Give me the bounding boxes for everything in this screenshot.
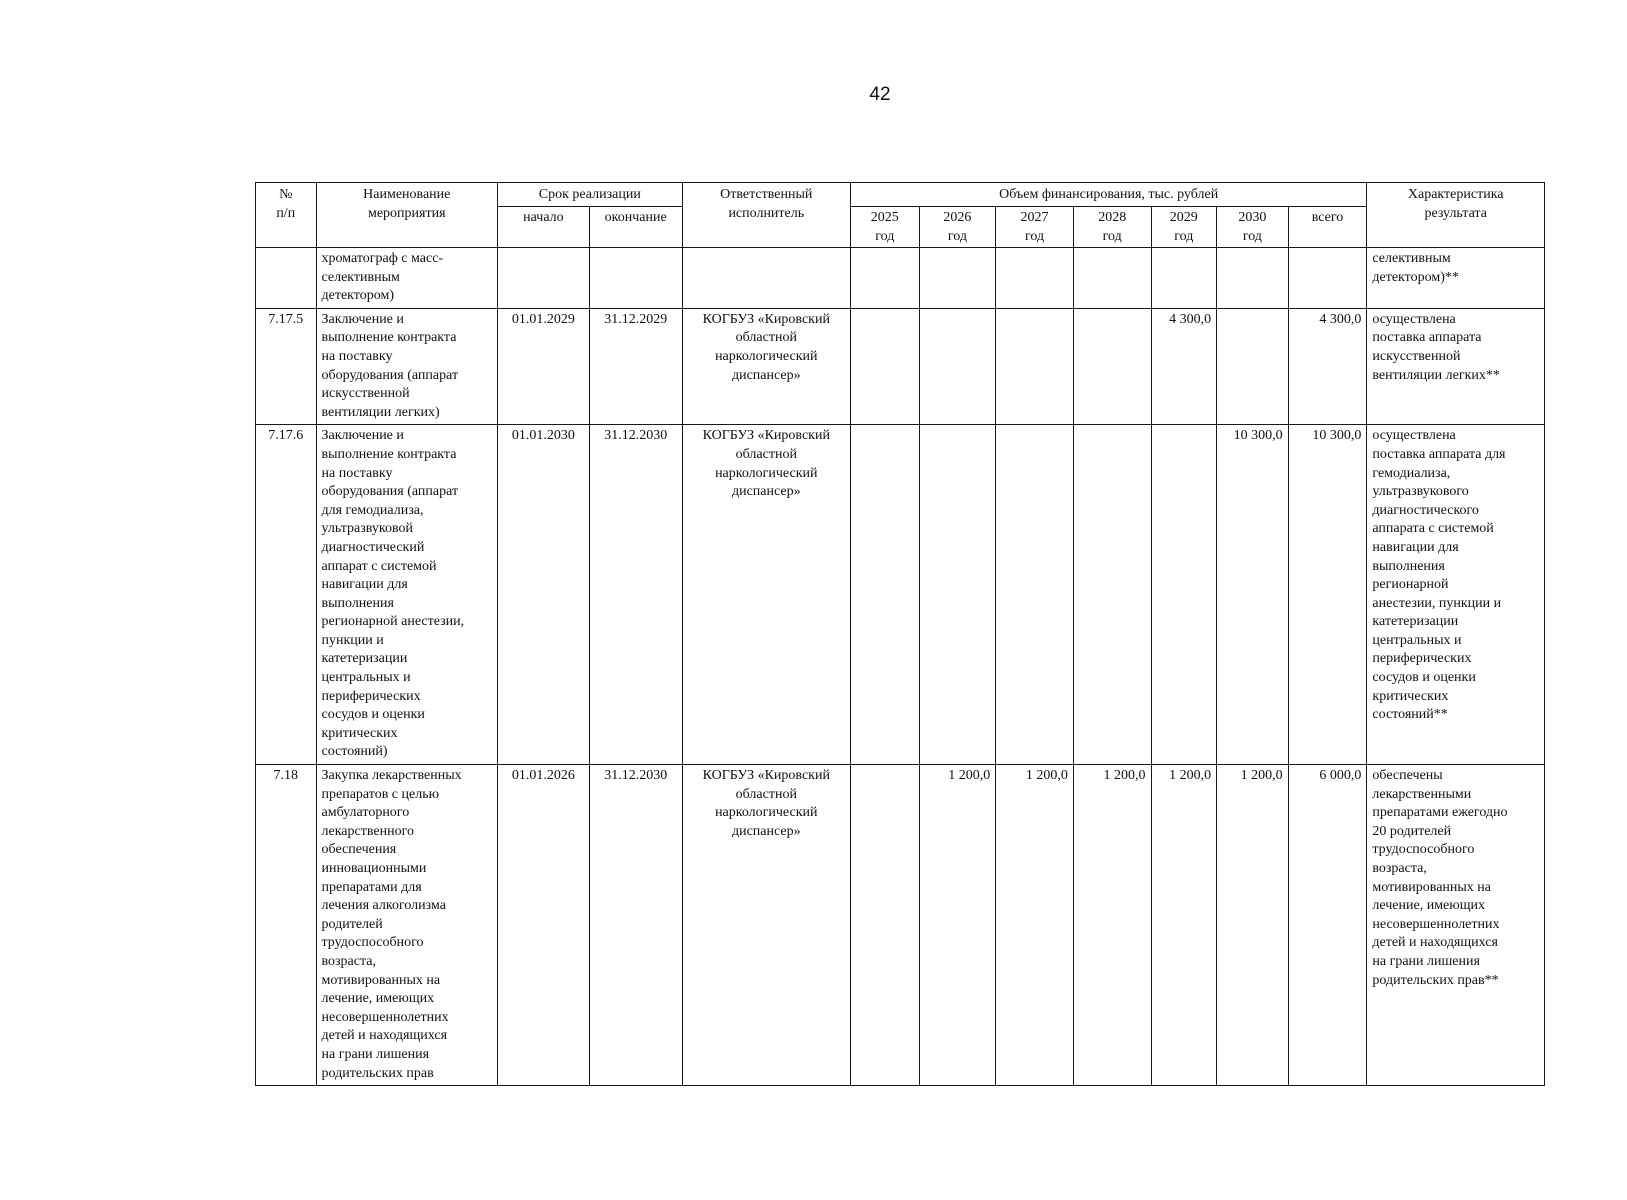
row-name: Закупка лекарственных препаратов с целью амбулаторного лекарственного обеспечения инновационными препаратами для лечения алкоголизма родителей трудоспособного возраста, мотивированных на лечение, имеющих несовершеннолетних детей и находящихся на грани лишения родительских прав bbox=[316, 765, 498, 1086]
header-funding: Объем финансирования, тыс. рублей bbox=[851, 183, 1367, 207]
row-2028: 1 200,0 bbox=[1073, 765, 1151, 1086]
row-name: хроматограф с масс- селективным детектором) bbox=[316, 248, 498, 309]
row-num: 7.17.6 bbox=[256, 425, 317, 765]
row-2025 bbox=[851, 765, 920, 1086]
row-2030: 10 300,0 bbox=[1217, 425, 1289, 765]
table-row bbox=[256, 248, 1545, 309]
row-total: 6 000,0 bbox=[1288, 765, 1367, 1086]
row-executor: КОГБУЗ «Кировский областной наркологический диспансер» bbox=[682, 425, 850, 765]
header-num: № п/п bbox=[256, 183, 317, 248]
row-end: 31.12.2030 bbox=[589, 765, 682, 1086]
row-start bbox=[498, 248, 590, 309]
program-activities-table bbox=[255, 182, 1545, 1086]
row-result: осуществлена поставка аппарата для гемодиализа, ультразвукового диагностического аппарата с системой навигации для выполнения регионарной анестезии, пункции и катетеризации центральных и периферических сосудов и оценки критических состояний** bbox=[1367, 425, 1545, 765]
row-2030: 1 200,0 bbox=[1217, 765, 1289, 1086]
row-start: 01.01.2029 bbox=[498, 308, 590, 425]
row-2029 bbox=[1151, 248, 1217, 309]
table-row bbox=[256, 308, 1545, 425]
row-2026: 1 200,0 bbox=[919, 765, 996, 1086]
row-executor bbox=[682, 248, 850, 309]
row-2030 bbox=[1217, 248, 1289, 309]
row-name: Заключение и выполнение контракта на поставку оборудования (аппарат для гемодиализа, ультразвуковой диагностический аппарат с системой навигации для выполнения регионарной анестезии, пункции и катетеризации центральных и периферических сосудов и оценки критических состояний) bbox=[316, 425, 498, 765]
table-row bbox=[256, 425, 1545, 765]
row-2026 bbox=[919, 308, 996, 425]
header-end: окончание bbox=[589, 207, 682, 248]
header-year-2028: 2028 год bbox=[1073, 207, 1151, 248]
row-name: Заключение и выполнение контракта на поставку оборудования (аппарат искусственной вентиляции легких) bbox=[316, 308, 498, 425]
row-start: 01.01.2030 bbox=[498, 425, 590, 765]
row-total: 4 300,0 bbox=[1288, 308, 1367, 425]
header-year-2025: 2025 год bbox=[851, 207, 920, 248]
row-num: 7.17.5 bbox=[256, 308, 317, 425]
header-year-2027: 2027 год bbox=[996, 207, 1074, 248]
row-2029: 4 300,0 bbox=[1151, 308, 1217, 425]
row-end: 31.12.2030 bbox=[589, 425, 682, 765]
row-2025 bbox=[851, 425, 920, 765]
row-2027 bbox=[996, 425, 1074, 765]
row-total: 10 300,0 bbox=[1288, 425, 1367, 765]
row-result: обеспечены лекарственными препаратами ежегодно 20 родителей трудоспособного возраста, мотивированных на лечение, имеющих несовершеннолетних детей и находящихся на грани лишения родительских прав** bbox=[1367, 765, 1545, 1086]
row-2028 bbox=[1073, 308, 1151, 425]
row-2026 bbox=[919, 425, 996, 765]
row-result: селективным детектором)** bbox=[1367, 248, 1545, 309]
header-year-2029: 2029 год bbox=[1151, 207, 1217, 248]
page-number: 42 bbox=[869, 84, 891, 105]
header-total: всего bbox=[1288, 207, 1367, 248]
row-2028 bbox=[1073, 248, 1151, 309]
header-period: Срок реализации bbox=[498, 183, 683, 207]
row-2027 bbox=[996, 248, 1074, 309]
header-start: начало bbox=[498, 207, 590, 248]
header-year-2026: 2026 год bbox=[919, 207, 996, 248]
row-start: 01.01.2026 bbox=[498, 765, 590, 1086]
row-2028 bbox=[1073, 425, 1151, 765]
row-2027: 1 200,0 bbox=[996, 765, 1074, 1086]
row-executor: КОГБУЗ «Кировский областной наркологический диспансер» bbox=[682, 765, 850, 1086]
row-2025 bbox=[851, 248, 920, 309]
header-name: Наименование мероприятия bbox=[316, 183, 498, 248]
header-year-2030: 2030 год bbox=[1217, 207, 1289, 248]
row-2026 bbox=[919, 248, 996, 309]
table-row bbox=[256, 765, 1545, 1086]
header-row-1 bbox=[256, 183, 1545, 207]
row-result: осуществлена поставка аппарата искусственной вентиляции легких** bbox=[1367, 308, 1545, 425]
row-num bbox=[256, 248, 317, 309]
row-2027 bbox=[996, 308, 1074, 425]
header-result: Характеристика результата bbox=[1367, 183, 1545, 248]
row-total bbox=[1288, 248, 1367, 309]
header-executor: Ответственный исполнитель bbox=[682, 183, 850, 248]
row-executor: КОГБУЗ «Кировский областной наркологический диспансер» bbox=[682, 308, 850, 425]
row-2029: 1 200,0 bbox=[1151, 765, 1217, 1086]
row-end bbox=[589, 248, 682, 309]
row-end: 31.12.2029 bbox=[589, 308, 682, 425]
row-2025 bbox=[851, 308, 920, 425]
row-2030 bbox=[1217, 308, 1289, 425]
row-2029 bbox=[1151, 425, 1217, 765]
row-num: 7.18 bbox=[256, 765, 317, 1086]
